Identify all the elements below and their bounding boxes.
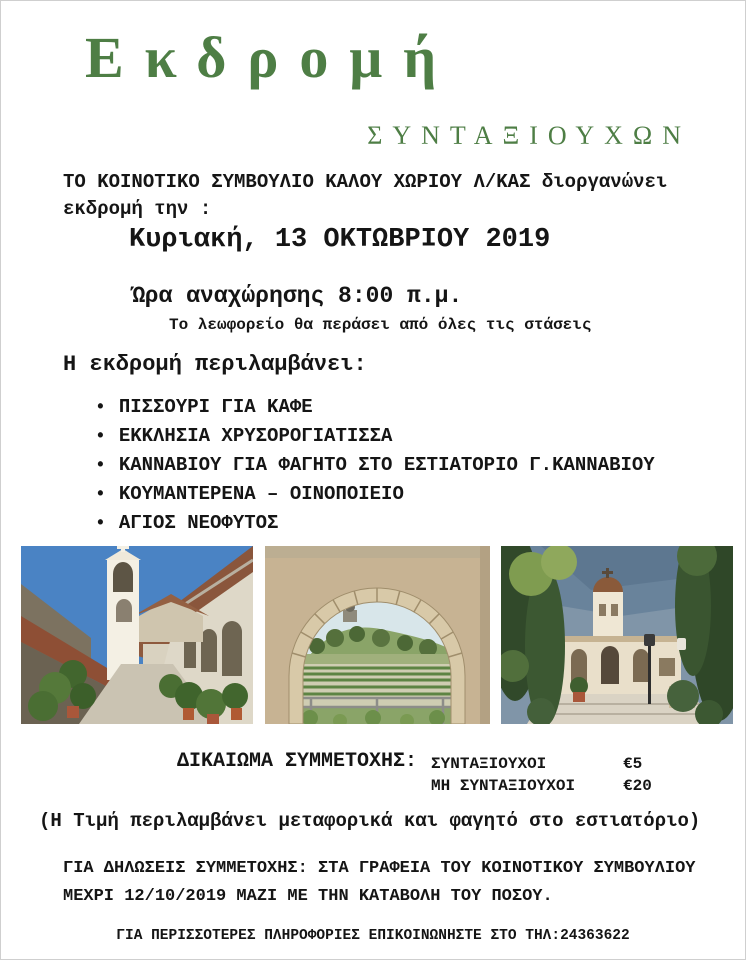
list-item bbox=[95, 451, 745, 480]
includes-list bbox=[95, 393, 745, 538]
page-subtitle: ΣΥΝΤΑΞΙΟΥΧΩΝ bbox=[367, 120, 691, 150]
bus-route-note: Το λεωφορείο θα περάσει από όλες τις στάσεις bbox=[169, 316, 592, 335]
departure-time: Ώρα αναχώρησης 8:00 π.μ. bbox=[131, 283, 463, 310]
organizer-line-2: εκδρομή την : bbox=[63, 198, 212, 221]
list-item-label: ΕΚΚΛΗΣΙΑ ΧΡΥΣΟΡΟΓΙΑΤΙΣΣΑ bbox=[118, 425, 393, 448]
list-item bbox=[95, 393, 745, 422]
bullet-icon: • bbox=[95, 514, 106, 535]
bullet-icon: • bbox=[95, 485, 106, 506]
registration-line-2: ΜΕΧΡΙ 12/10/2019 ΜΑΖΙ ΜΕ ΤΗΝ ΚΑΤΑΒΟΛΗ ΤΟΥ ΠΟΣΟΥ. bbox=[63, 887, 553, 907]
pricing-section bbox=[177, 750, 745, 797]
monastery-entrance-photo bbox=[501, 546, 733, 724]
vineyard-arch-photo bbox=[265, 546, 490, 724]
monastery-courtyard-photo bbox=[21, 546, 253, 724]
list-item bbox=[95, 422, 745, 451]
pricing-label: ΔΙΚΑΙΩΜΑ ΣΥΜΜΕΤΟΧΗΣ: bbox=[177, 750, 418, 774]
includes-heading: Η εκδρομή περιλαμβάνει: bbox=[63, 352, 367, 378]
price-category: ΜΗ ΣΥΝΤΑΞΙΟΥΧΟΙ bbox=[431, 777, 576, 796]
price-value: €5 bbox=[623, 755, 643, 774]
bullet-icon: • bbox=[95, 456, 106, 477]
pricing-table bbox=[431, 753, 652, 797]
contact-info: ΓΙΑ ΠΕΡΙΣΣΟΤΕΡΕΣ ΠΛΗΡΟΦΟΡΙΕΣ ΕΠΙΚΟΙΝΩΝΗΣΤΕ ΣΤΟ ΤΗΛ:24363622 bbox=[116, 928, 630, 945]
photo-strip bbox=[21, 546, 733, 724]
list-item-label: ΠΙΣΣΟΥΡΙ ΓΙΑ ΚΑΦΕ bbox=[118, 396, 313, 419]
organizer-line-1: ΤΟ ΚΟΙΝΟΤΙΚΟ ΣΥΜΒΟΥΛΙΟ ΚΑΛΟΥ ΧΩΡΙΟΥ Λ/ΚΑΣ διοργανώνει bbox=[63, 171, 668, 194]
price-row-pensioners bbox=[431, 753, 652, 775]
page-title: Εκδρομή bbox=[85, 25, 458, 90]
price-value: €20 bbox=[623, 777, 652, 796]
registration-line-1: ΓΙΑ ΔΗΛΩΣΕΙΣ ΣΥΜΜΕΤΟΧΗΣ: ΣΤΑ ΓΡΑΦΕΙΑ ΤΟΥ ΚΟΙΝΟΤΙΚΟΥ ΣΥΜΒΟΥΛΙΟΥ bbox=[63, 859, 696, 879]
list-item-label: ΚΑΝΝΑΒΙΟΥ ΓΙΑ ΦΑΓΗΤΟ ΣΤΟ ΕΣΤΙΑΤΟΡΙΟ Γ.ΚΑΝΝΑΒΙΟΥ bbox=[118, 454, 655, 477]
price-category: ΣΥΝΤΑΞΙΟΥΧΟΙ bbox=[431, 755, 547, 774]
list-item-label: ΚΟΥΜΑΝΤΕΡΕΝΑ – ΟΙΝΟΠΟΙΕΙΟ bbox=[118, 483, 404, 506]
bullet-icon: • bbox=[95, 398, 106, 419]
registration-info bbox=[63, 855, 745, 911]
excursion-date: Κυριακή, 13 ΟΚΤΩΒΡΙΟΥ 2019 bbox=[129, 225, 551, 256]
list-item bbox=[95, 509, 745, 538]
organizer-text bbox=[63, 169, 745, 223]
price-note: (Η Τιμή περιλαμβάνει μεταφορικά και φαγητό στο εστιατόριο) bbox=[39, 810, 701, 833]
list-item-label: ΑΓΙΟΣ ΝΕΟΦΥΤΟΣ bbox=[118, 512, 279, 535]
bullet-icon: • bbox=[95, 427, 106, 448]
list-item bbox=[95, 480, 745, 509]
price-row-non-pensioners bbox=[431, 775, 652, 797]
